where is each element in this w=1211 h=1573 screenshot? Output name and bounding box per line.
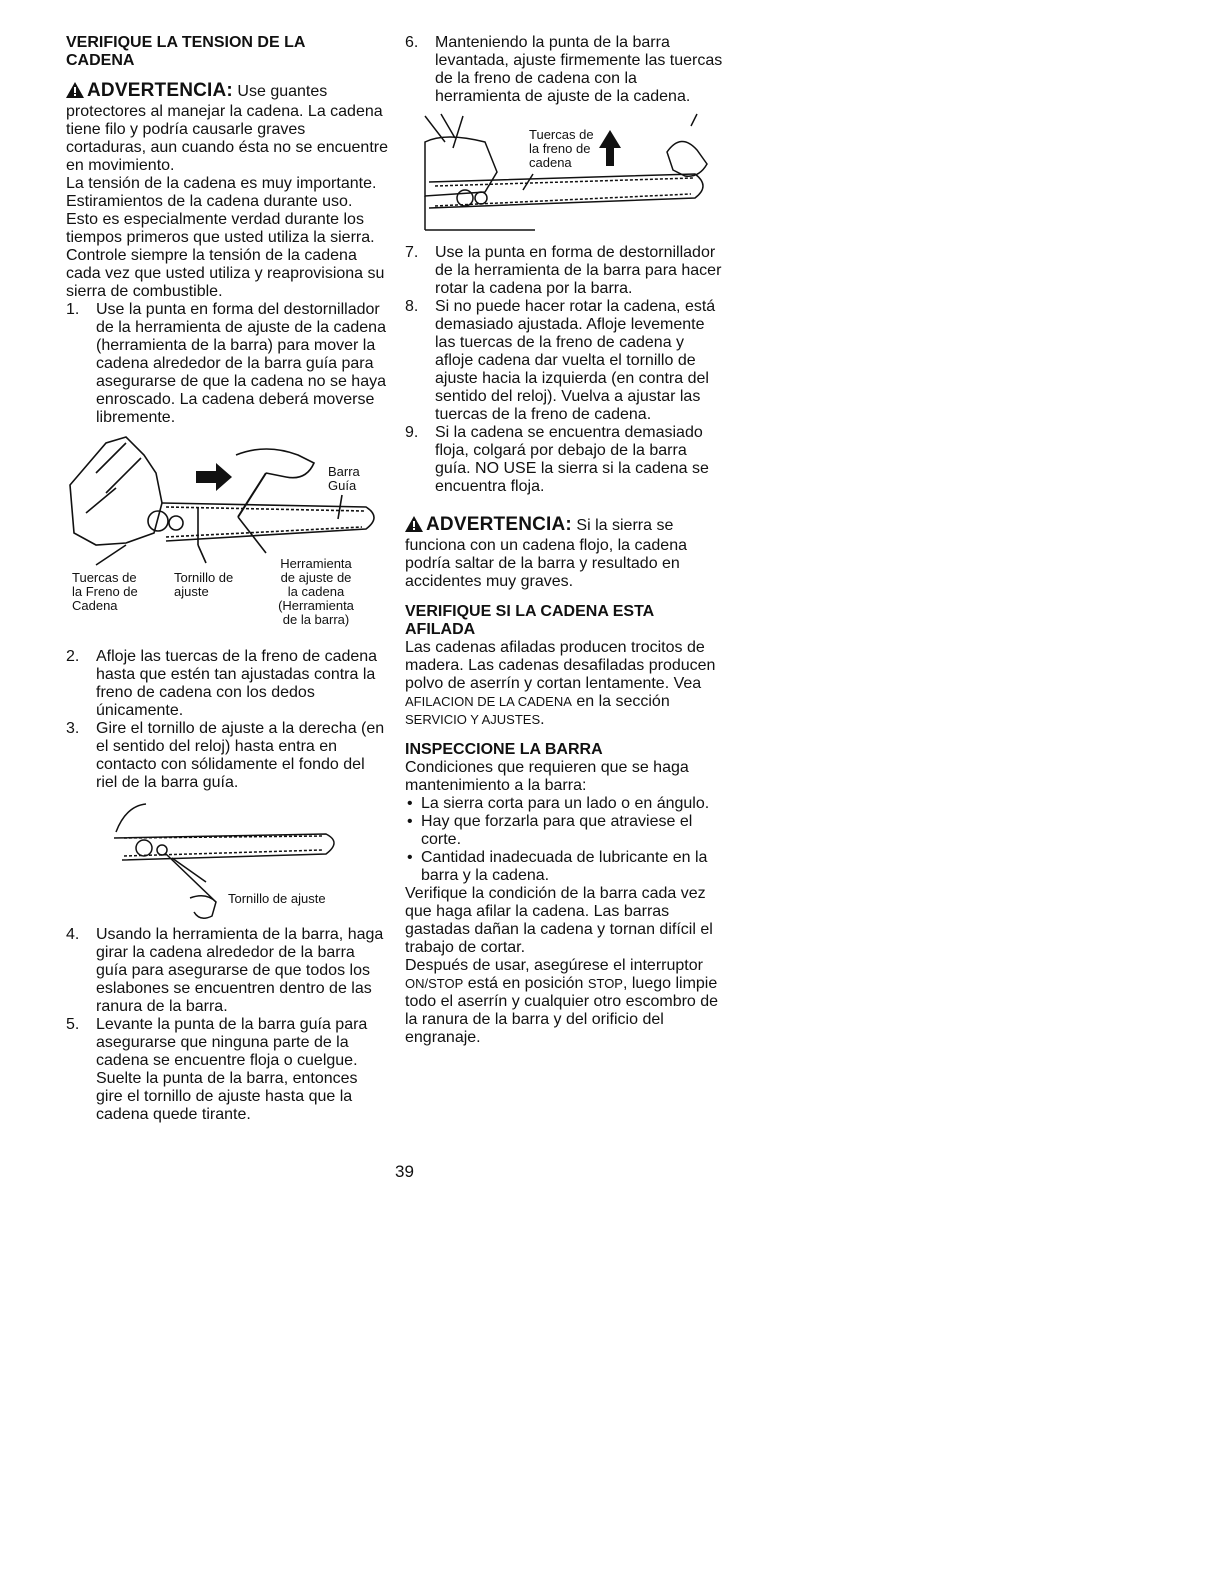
right-column bbox=[405, 34, 723, 1047]
bullet-item bbox=[405, 795, 723, 813]
step-text: Si no puede hacer rotar la cadena, está demasiado ajustada. Afloje levemente las tuercas de la freno de cadena y afloje cadena dar vuelta el tornillo de ajuste hacia la izquierda (en contra del sentido del reloj). Vuelva a ajustar las tuercas de la freno de cadena. bbox=[435, 298, 716, 423]
bullet-text: La sierra corta para un lado o en ángulo. bbox=[421, 795, 710, 812]
step-text: Use la punta en forma de destornillador de la herramienta de la barra para hacer rotar la cadena por la barra. bbox=[435, 244, 722, 297]
bullet-item bbox=[405, 849, 723, 885]
step-8 bbox=[405, 298, 723, 424]
label-brake-nuts-2: Tuercas de la freno de cadena bbox=[529, 127, 594, 170]
step-text: Levante la punta de la barra guía para asegurarse que ninguna parte de la cadena se encuentre floja o cuelgue. Suelte la punta de la barra, entonces gire el tornillo de ajuste hasta que la cadena quede tirante. bbox=[96, 1016, 368, 1123]
inspect-text: está en posición bbox=[463, 975, 588, 992]
step-5 bbox=[66, 1016, 388, 1124]
step-text: Afloje las tuercas de la freno de cadena hasta que estén tan ajustadas contra la freno de cadena con los dedos únicamente. bbox=[96, 648, 378, 719]
step-text: Gire el tornillo de ajuste a la derecha (en el sentido del reloj) hasta entra en contacto con sólidamente el fondo del riel de la barra guía. bbox=[96, 720, 385, 791]
inspect-paragraph-1: Verifique la condición de la barra cada vez que haga afilar la cadena. Las barras gastadas dañan la cadena y tornan difícil el trabajo de cortar. bbox=[405, 885, 713, 956]
bullet-icon: • bbox=[407, 849, 413, 866]
step-4 bbox=[66, 926, 388, 1016]
step-2 bbox=[66, 648, 388, 720]
figure-chain-adjust bbox=[66, 433, 388, 648]
left-column bbox=[66, 34, 388, 1124]
guide-bar-illustration bbox=[66, 798, 388, 926]
step-text: Use la punta en forma del destornillador de la herramienta de ajuste de la cadena (herramienta de la barra) para mover la cadena alrededor de la barra guía para asegurarse de que la cadena no se haya enroscado. La cadena deberá moverse libremente. bbox=[96, 301, 386, 426]
step-1 bbox=[66, 301, 388, 427]
sharp-paragraph bbox=[405, 639, 723, 729]
warning-triangle-icon bbox=[66, 82, 84, 103]
step-number: 9. bbox=[405, 424, 419, 441]
step-6 bbox=[405, 34, 723, 106]
step-number: 7. bbox=[405, 244, 419, 261]
label-brake-nuts: Tuercas de la Freno de Cadena bbox=[72, 570, 138, 613]
warning-text: Si la sierra se funciona con un cadena flojo, la cadena podría saltar de la barra y resultado en accidentes muy graves. bbox=[405, 517, 687, 590]
sharp-reference: SERVICIO Y AJUSTES bbox=[405, 712, 541, 727]
bullet-icon: • bbox=[407, 795, 413, 812]
heading-chain-tension: VERIFIQUE LA TENSION DE LA CADENA bbox=[66, 34, 306, 69]
step-number: 6. bbox=[405, 34, 419, 51]
sharp-text: en la sección bbox=[571, 693, 670, 710]
sharp-text: Las cadenas afiladas producen trocitos de madera. Las cadenas desafiladas producen polvo de aserrín y cortan lentamente. Vea bbox=[405, 639, 716, 692]
inspect-reference: ON/STOP bbox=[405, 976, 464, 991]
inspect-reference: STOP bbox=[587, 976, 623, 991]
step-3 bbox=[66, 720, 388, 792]
step-text: Si la cadena se encuentra demasiado floja, colgará por debajo de la barra guía. NO USE la sierra si la cadena se encuentra floja. bbox=[435, 424, 709, 495]
inspect-text: Después de usar, asegúrese el interruptor bbox=[405, 957, 703, 974]
step-number: 5. bbox=[66, 1016, 80, 1033]
warning-triangle-icon bbox=[405, 516, 423, 537]
heading-chain-sharp: VERIFIQUE SI LA CADENA ESTA AFILADA bbox=[405, 603, 655, 638]
page-number: 39 bbox=[395, 1162, 414, 1181]
warning-label: ADVERTENCIA: bbox=[426, 514, 572, 535]
step-number: 4. bbox=[66, 926, 80, 943]
warning-block-2 bbox=[405, 516, 723, 591]
sharp-text: . bbox=[540, 711, 545, 728]
step-text: Usando la herramienta de la barra, haga girar la cadena alrededor de la barra guía para asegurarse de que todos los eslabones se encuentren dentro de las ranura de la barra. bbox=[96, 926, 384, 1015]
bullet-text: Cantidad inadecuada de lubricante en la barra y la cadena. bbox=[421, 849, 708, 884]
step-number: 2. bbox=[66, 648, 80, 665]
warning-label: ADVERTENCIA: bbox=[87, 80, 233, 101]
step-number: 1. bbox=[66, 301, 80, 318]
inspect-paragraph-2 bbox=[405, 957, 723, 1047]
heading-inspect-bar: INSPECCIONE LA BARRA bbox=[405, 741, 603, 758]
tension-paragraph: La tensión de la cadena es muy importante. Estiramientos de la cadena durante uso. Esto es especialmente verdad durante los tiempos primeros que usted utiliza la sierra. Controle siempre la tensión de la cadena cada vez que usted utiliza y reaprovisiona su sierra de combustible. bbox=[66, 175, 385, 300]
step-number: 3. bbox=[66, 720, 80, 737]
bullet-text: Hay que forzarla para que atraviese el corte. bbox=[421, 813, 693, 848]
label-adjust-tool: Herramienta de ajuste de la cadena (Herramienta de la barra) bbox=[278, 556, 354, 627]
inspect-text: , luego limpie todo el aserrín y cualquier otro escombro de la ranura de la barra y del orificio del engranaje. bbox=[405, 975, 719, 1046]
step-7 bbox=[405, 244, 723, 298]
figure-adjust-screw bbox=[66, 798, 388, 926]
step-9 bbox=[405, 424, 723, 496]
chainsaw-illustration bbox=[66, 433, 388, 573]
warning-block bbox=[66, 82, 388, 175]
sharp-reference: AFILACION DE LA CADENA bbox=[405, 694, 572, 709]
label-guide-bar: Barra Guía bbox=[328, 464, 360, 493]
step-text: Manteniendo la punta de la barra levantada, ajuste firmemente las tuercas de la freno de cadena con la herramienta de ajuste de la cadena. bbox=[435, 34, 723, 105]
bullet-icon: • bbox=[407, 813, 413, 830]
step-number: 8. bbox=[405, 298, 419, 315]
label-adjust-screw: Tornillo de ajuste bbox=[174, 570, 234, 599]
warning-text: Use guantes protectores al manejar la cadena. La cadena tiene filo y podría causarle graves cortaduras, aun cuando ésta no se encuentre en movimiento. bbox=[66, 83, 388, 174]
inspect-intro: Condiciones que requieren que se haga mantenimiento a la barra: bbox=[405, 759, 689, 794]
label-adjust-screw-2: Tornillo de ajuste bbox=[228, 891, 326, 906]
figure-tighten-nuts bbox=[405, 112, 723, 238]
bullet-item bbox=[405, 813, 723, 849]
